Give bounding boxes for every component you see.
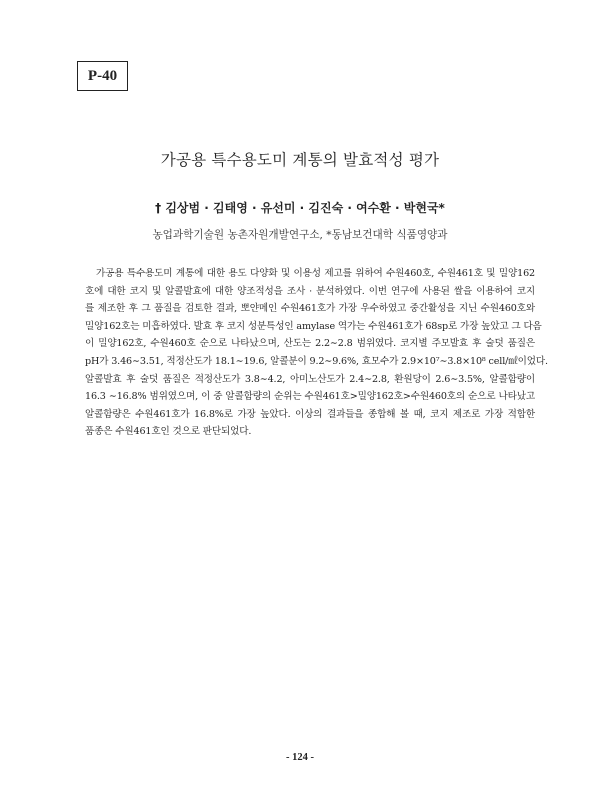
poster-code: P-40: [87, 67, 118, 84]
abstract-line: 알콜함량은 수원461호가 16.8%로 가장 높았다. 이상의 결과들을 종합해 볼 때, 코지 제조로 가장 적합한: [85, 408, 535, 420]
abstract-body: [85, 265, 548, 441]
page-number: - 124 -: [286, 752, 314, 763]
paper-title: 가공용 특수용도미 계통의 발효적성 평가: [160, 151, 440, 169]
abstract-line: pH가 3.46∼3.51, 적정산도가 18.1∼19.6, 알콜분이 9.2∼9.6%, 효모수가 2.9×10⁷∼3.8×10⁸ cell/㎖이었다.: [85, 355, 548, 367]
author-list: † 김상범 · 김태영 · 유선미 · 김진숙 · 여수환 · 박현국*: [155, 201, 445, 215]
abstract-line: 품종은 수원461호인 것으로 판단되었다.: [85, 426, 252, 438]
affiliation: 농업과학기술원 농촌자원개발연구소, *동남보건대학 식품영양과: [152, 229, 448, 241]
abstract-line: 알콜발효 후 술덧 품질은 적정산도가 3.8∼4.2, 아미노산도가 2.4∼2.8, 환원당이 2.6∼3.5%, 알콜함량이: [85, 373, 535, 385]
abstract-line: 호에 대한 코지 및 알콜발효에 대한 양조적성을 조사 · 분석하였다. 이번 연구에 사용된 쌀을 이용하여 코지: [85, 285, 535, 297]
abstract-line: 이 밀양162호, 수원460호 순으로 나타났으며, 산도는 2.2∼2.8 범위였다. 코지별 주모발효 후 술덧 품질은: [85, 338, 535, 350]
abstract-line: 가공용 특수용도미 계통에 대한 용도 다양화 및 이용성 제고를 위하여 수원460호, 수원461호 및 밀양162: [96, 268, 535, 279]
abstract-line: 밀양162호는 미흡하였다. 발효 후 코지 성분특성인 amylase 역가는 수원461호가 68sp로 가장 높았고 그 다음: [85, 320, 542, 332]
poster-code-box: [77, 61, 128, 91]
abstract-line: 16.3 ∼16.8% 범위였으며, 이 중 알콜함량의 순위는 수원461호>밀양162호>수원460호의 순으로 나타났고: [85, 391, 535, 403]
abstract-line: 를 제조한 후 그 품질을 검토한 결과, 뽀얀메인 수원461호가 가장 우수하였고 중간활성을 지닌 수원460호와: [85, 303, 535, 315]
